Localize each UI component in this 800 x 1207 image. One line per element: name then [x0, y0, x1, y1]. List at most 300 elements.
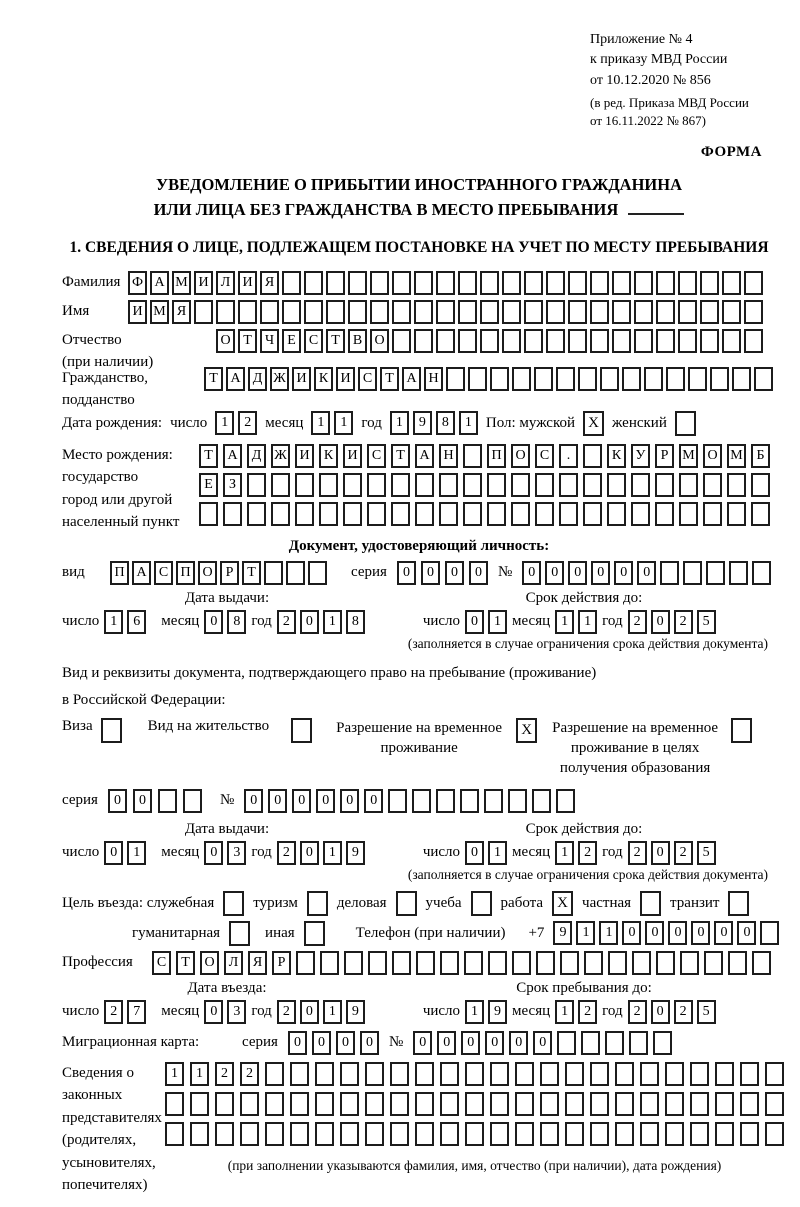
char-cell[interactable]: [415, 1062, 434, 1086]
char-cell[interactable]: Т: [176, 951, 195, 975]
char-cell[interactable]: [502, 300, 521, 324]
char-cell[interactable]: [440, 1092, 459, 1116]
char-cell[interactable]: [308, 561, 327, 585]
char-cell[interactable]: [679, 473, 698, 497]
char-cell[interactable]: [340, 1122, 359, 1146]
char-cell[interactable]: С: [154, 561, 173, 585]
char-cell[interactable]: 0: [288, 1031, 307, 1055]
char-cell[interactable]: [515, 1062, 534, 1086]
checkbox-work[interactable]: X: [552, 891, 573, 916]
char-cell[interactable]: 1: [576, 921, 595, 945]
char-cell[interactable]: [367, 473, 386, 497]
char-cell[interactable]: [612, 271, 631, 295]
char-cell[interactable]: 0: [364, 789, 383, 813]
char-cell[interactable]: Ф: [128, 271, 147, 295]
char-cell[interactable]: [656, 329, 675, 353]
char-cell[interactable]: 3: [227, 1000, 246, 1024]
char-cell[interactable]: [568, 300, 587, 324]
char-cell[interactable]: [458, 329, 477, 353]
char-cell[interactable]: [265, 1092, 284, 1116]
char-cell[interactable]: 0: [545, 561, 564, 585]
char-cell[interactable]: И: [128, 300, 147, 324]
char-cell[interactable]: [391, 473, 410, 497]
char-cell[interactable]: [690, 1092, 709, 1116]
char-cell[interactable]: [436, 300, 455, 324]
char-cell[interactable]: 1: [323, 841, 342, 865]
char-cell[interactable]: 2: [104, 1000, 123, 1024]
char-cell[interactable]: [502, 329, 521, 353]
char-cell[interactable]: [315, 1122, 334, 1146]
char-cell[interactable]: [752, 951, 771, 975]
char-cell[interactable]: Т: [242, 561, 261, 585]
char-cell[interactable]: [581, 1031, 600, 1055]
char-cell[interactable]: [727, 473, 746, 497]
char-cell[interactable]: 0: [622, 921, 641, 945]
char-cell[interactable]: З: [223, 473, 242, 497]
char-cell[interactable]: [370, 300, 389, 324]
char-cell[interactable]: [732, 367, 751, 391]
char-cell[interactable]: [600, 367, 619, 391]
char-cell[interactable]: Л: [224, 951, 243, 975]
char-cell[interactable]: 2: [628, 841, 647, 865]
char-cell[interactable]: [511, 473, 530, 497]
char-cell[interactable]: 0: [485, 1031, 504, 1055]
char-cell[interactable]: [556, 367, 575, 391]
char-cell[interactable]: [607, 502, 626, 526]
char-cell[interactable]: [515, 1092, 534, 1116]
char-cell[interactable]: 0: [204, 841, 223, 865]
char-cell[interactable]: [368, 951, 387, 975]
char-cell[interactable]: [436, 271, 455, 295]
char-cell[interactable]: [765, 1092, 784, 1116]
char-cell[interactable]: [190, 1092, 209, 1116]
char-cell[interactable]: Я: [248, 951, 267, 975]
char-cell[interactable]: 0: [300, 1000, 319, 1024]
char-cell[interactable]: [511, 502, 530, 526]
char-cell[interactable]: [656, 271, 675, 295]
char-cell[interactable]: 0: [445, 561, 464, 585]
char-cell[interactable]: Ж: [270, 367, 289, 391]
char-cell[interactable]: [700, 300, 719, 324]
char-cell[interactable]: 0: [469, 561, 488, 585]
checkbox-study[interactable]: [471, 891, 492, 916]
char-cell[interactable]: М: [679, 444, 698, 468]
char-cell[interactable]: [546, 329, 565, 353]
char-cell[interactable]: [622, 367, 641, 391]
char-cell[interactable]: Е: [199, 473, 218, 497]
char-cell[interactable]: О: [511, 444, 530, 468]
char-cell[interactable]: 9: [346, 841, 365, 865]
char-cell[interactable]: [754, 367, 773, 391]
char-cell[interactable]: [315, 1092, 334, 1116]
char-cell[interactable]: 5: [697, 610, 716, 634]
char-cell[interactable]: [583, 502, 602, 526]
char-cell[interactable]: [412, 789, 431, 813]
char-cell[interactable]: 0: [340, 789, 359, 813]
char-cell[interactable]: [710, 367, 729, 391]
char-cell[interactable]: [535, 473, 554, 497]
char-cell[interactable]: 0: [737, 921, 756, 945]
char-cell[interactable]: [640, 1062, 659, 1086]
char-cell[interactable]: [414, 329, 433, 353]
char-cell[interactable]: [348, 300, 367, 324]
char-cell[interactable]: [463, 473, 482, 497]
char-cell[interactable]: [540, 1092, 559, 1116]
char-cell[interactable]: [605, 1031, 624, 1055]
char-cell[interactable]: 0: [651, 610, 670, 634]
char-cell[interactable]: [348, 271, 367, 295]
char-cell[interactable]: [414, 300, 433, 324]
char-cell[interactable]: [502, 271, 521, 295]
char-cell[interactable]: [488, 951, 507, 975]
char-cell[interactable]: [715, 1092, 734, 1116]
char-cell[interactable]: [524, 300, 543, 324]
char-cell[interactable]: [365, 1062, 384, 1086]
char-cell[interactable]: И: [343, 444, 362, 468]
char-cell[interactable]: [706, 561, 725, 585]
char-cell[interactable]: 1: [555, 1000, 574, 1024]
char-cell[interactable]: 2: [674, 841, 693, 865]
char-cell[interactable]: [365, 1092, 384, 1116]
char-cell[interactable]: [678, 300, 697, 324]
char-cell[interactable]: 2: [628, 1000, 647, 1024]
char-cell[interactable]: А: [226, 367, 245, 391]
char-cell[interactable]: [512, 951, 531, 975]
checkbox-temp-residence-edu[interactable]: [731, 718, 752, 743]
char-cell[interactable]: О: [703, 444, 722, 468]
char-cell[interactable]: [722, 300, 741, 324]
char-cell[interactable]: Б: [751, 444, 770, 468]
char-cell[interactable]: [238, 300, 257, 324]
char-cell[interactable]: 1: [465, 1000, 484, 1024]
char-cell[interactable]: [751, 473, 770, 497]
char-cell[interactable]: 0: [104, 841, 123, 865]
char-cell[interactable]: [722, 271, 741, 295]
char-cell[interactable]: 1: [190, 1062, 209, 1086]
char-cell[interactable]: [326, 300, 345, 324]
char-cell[interactable]: 6: [127, 610, 146, 634]
char-cell[interactable]: [440, 1062, 459, 1086]
char-cell[interactable]: [490, 1062, 509, 1086]
char-cell[interactable]: [247, 502, 266, 526]
char-cell[interactable]: П: [110, 561, 129, 585]
char-cell[interactable]: [590, 1092, 609, 1116]
char-cell[interactable]: [656, 300, 675, 324]
char-cell[interactable]: [590, 271, 609, 295]
char-cell[interactable]: [683, 561, 702, 585]
char-cell[interactable]: [216, 300, 235, 324]
char-cell[interactable]: [319, 502, 338, 526]
char-cell[interactable]: 0: [614, 561, 633, 585]
char-cell[interactable]: 0: [591, 561, 610, 585]
char-cell[interactable]: [765, 1062, 784, 1086]
char-cell[interactable]: [458, 300, 477, 324]
char-cell[interactable]: А: [415, 444, 434, 468]
char-cell[interactable]: [740, 1122, 759, 1146]
char-cell[interactable]: [715, 1122, 734, 1146]
char-cell[interactable]: [640, 1122, 659, 1146]
char-cell[interactable]: [165, 1092, 184, 1116]
char-cell[interactable]: [559, 473, 578, 497]
char-cell[interactable]: [508, 789, 527, 813]
char-cell[interactable]: [319, 473, 338, 497]
char-cell[interactable]: [468, 367, 487, 391]
char-cell[interactable]: 0: [668, 921, 687, 945]
char-cell[interactable]: 1: [323, 1000, 342, 1024]
char-cell[interactable]: 0: [413, 1031, 432, 1055]
char-cell[interactable]: [634, 329, 653, 353]
checkbox-other[interactable]: [304, 921, 325, 946]
char-cell[interactable]: И: [194, 271, 213, 295]
char-cell[interactable]: 0: [437, 1031, 456, 1055]
char-cell[interactable]: [315, 1062, 334, 1086]
char-cell[interactable]: Т: [391, 444, 410, 468]
char-cell[interactable]: 0: [421, 561, 440, 585]
char-cell[interactable]: [615, 1062, 634, 1086]
char-cell[interactable]: [487, 473, 506, 497]
char-cell[interactable]: [290, 1062, 309, 1086]
char-cell[interactable]: [365, 1122, 384, 1146]
char-cell[interactable]: [590, 1122, 609, 1146]
char-cell[interactable]: [727, 502, 746, 526]
char-cell[interactable]: 0: [461, 1031, 480, 1055]
char-cell[interactable]: Д: [247, 444, 266, 468]
char-cell[interactable]: Д: [248, 367, 267, 391]
char-cell[interactable]: Н: [424, 367, 443, 391]
char-cell[interactable]: [199, 502, 218, 526]
char-cell[interactable]: [458, 271, 477, 295]
char-cell[interactable]: [463, 444, 482, 468]
char-cell[interactable]: И: [292, 367, 311, 391]
checkbox-private[interactable]: [640, 891, 661, 916]
char-cell[interactable]: С: [152, 951, 171, 975]
char-cell[interactable]: [295, 502, 314, 526]
char-cell[interactable]: 2: [277, 841, 296, 865]
char-cell[interactable]: [612, 300, 631, 324]
char-cell[interactable]: [765, 1122, 784, 1146]
char-cell[interactable]: [290, 1092, 309, 1116]
char-cell[interactable]: 2: [578, 1000, 597, 1024]
char-cell[interactable]: [240, 1092, 259, 1116]
char-cell[interactable]: [194, 300, 213, 324]
char-cell[interactable]: [690, 1122, 709, 1146]
char-cell[interactable]: 7: [127, 1000, 146, 1024]
char-cell[interactable]: 8: [436, 411, 455, 435]
char-cell[interactable]: 0: [691, 921, 710, 945]
char-cell[interactable]: 2: [674, 610, 693, 634]
char-cell[interactable]: [392, 951, 411, 975]
checkbox-business[interactable]: [396, 891, 417, 916]
char-cell[interactable]: П: [176, 561, 195, 585]
char-cell[interactable]: 1: [578, 610, 597, 634]
char-cell[interactable]: [390, 1062, 409, 1086]
char-cell[interactable]: 9: [488, 1000, 507, 1024]
char-cell[interactable]: [578, 367, 597, 391]
char-cell[interactable]: [590, 329, 609, 353]
char-cell[interactable]: [590, 300, 609, 324]
char-cell[interactable]: [240, 1122, 259, 1146]
char-cell[interactable]: [286, 561, 305, 585]
char-cell[interactable]: 1: [390, 411, 409, 435]
char-cell[interactable]: 0: [133, 789, 152, 813]
char-cell[interactable]: 5: [697, 1000, 716, 1024]
char-cell[interactable]: 0: [108, 789, 127, 813]
char-cell[interactable]: Ч: [260, 329, 279, 353]
char-cell[interactable]: 0: [360, 1031, 379, 1055]
char-cell[interactable]: [565, 1062, 584, 1086]
char-cell[interactable]: [480, 329, 499, 353]
char-cell[interactable]: 2: [628, 610, 647, 634]
char-cell[interactable]: 3: [227, 841, 246, 865]
char-cell[interactable]: [439, 473, 458, 497]
char-cell[interactable]: [568, 329, 587, 353]
char-cell[interactable]: 0: [316, 789, 335, 813]
char-cell[interactable]: [480, 300, 499, 324]
char-cell[interactable]: [415, 1122, 434, 1146]
char-cell[interactable]: [665, 1062, 684, 1086]
char-cell[interactable]: [524, 329, 543, 353]
char-cell[interactable]: 1: [599, 921, 618, 945]
char-cell[interactable]: 1: [555, 610, 574, 634]
char-cell[interactable]: [536, 951, 555, 975]
char-cell[interactable]: О: [198, 561, 217, 585]
char-cell[interactable]: [392, 329, 411, 353]
char-cell[interactable]: [740, 1062, 759, 1086]
char-cell[interactable]: 0: [397, 561, 416, 585]
checkbox-temp-residence[interactable]: X: [516, 718, 537, 743]
char-cell[interactable]: [296, 951, 315, 975]
char-cell[interactable]: [653, 1031, 672, 1055]
char-cell[interactable]: [715, 1062, 734, 1086]
char-cell[interactable]: [703, 473, 722, 497]
char-cell[interactable]: [183, 789, 202, 813]
char-cell[interactable]: 0: [465, 610, 484, 634]
char-cell[interactable]: [751, 502, 770, 526]
char-cell[interactable]: Т: [326, 329, 345, 353]
char-cell[interactable]: 1: [311, 411, 330, 435]
char-cell[interactable]: [370, 271, 389, 295]
char-cell[interactable]: [632, 951, 651, 975]
char-cell[interactable]: 0: [714, 921, 733, 945]
char-cell[interactable]: [540, 1122, 559, 1146]
char-cell[interactable]: И: [295, 444, 314, 468]
char-cell[interactable]: Т: [199, 444, 218, 468]
char-cell[interactable]: [158, 789, 177, 813]
char-cell[interactable]: [729, 561, 748, 585]
char-cell[interactable]: [655, 473, 674, 497]
char-cell[interactable]: [436, 789, 455, 813]
char-cell[interactable]: [464, 951, 483, 975]
char-cell[interactable]: Р: [655, 444, 674, 468]
char-cell[interactable]: 0: [204, 1000, 223, 1024]
checkbox-official[interactable]: [223, 891, 244, 916]
char-cell[interactable]: [534, 367, 553, 391]
char-cell[interactable]: С: [358, 367, 377, 391]
char-cell[interactable]: 0: [204, 610, 223, 634]
char-cell[interactable]: [290, 1122, 309, 1146]
char-cell[interactable]: [165, 1122, 184, 1146]
char-cell[interactable]: [440, 951, 459, 975]
char-cell[interactable]: К: [314, 367, 333, 391]
char-cell[interactable]: [415, 502, 434, 526]
char-cell[interactable]: 2: [578, 841, 597, 865]
char-cell[interactable]: [568, 271, 587, 295]
char-cell[interactable]: Р: [220, 561, 239, 585]
char-cell[interactable]: [631, 473, 650, 497]
char-cell[interactable]: [656, 951, 675, 975]
char-cell[interactable]: [340, 1062, 359, 1086]
char-cell[interactable]: 0: [244, 789, 263, 813]
char-cell[interactable]: [487, 502, 506, 526]
char-cell[interactable]: 0: [637, 561, 656, 585]
char-cell[interactable]: 8: [227, 610, 246, 634]
char-cell[interactable]: [271, 502, 290, 526]
char-cell[interactable]: [559, 502, 578, 526]
char-cell[interactable]: [615, 1092, 634, 1116]
char-cell[interactable]: А: [223, 444, 242, 468]
char-cell[interactable]: [480, 271, 499, 295]
char-cell[interactable]: [704, 951, 723, 975]
char-cell[interactable]: А: [150, 271, 169, 295]
char-cell[interactable]: А: [132, 561, 151, 585]
char-cell[interactable]: [282, 271, 301, 295]
char-cell[interactable]: [560, 951, 579, 975]
char-cell[interactable]: [271, 473, 290, 497]
char-cell[interactable]: Т: [380, 367, 399, 391]
char-cell[interactable]: [608, 951, 627, 975]
char-cell[interactable]: [565, 1122, 584, 1146]
char-cell[interactable]: [744, 300, 763, 324]
char-cell[interactable]: С: [367, 444, 386, 468]
char-cell[interactable]: [607, 473, 626, 497]
char-cell[interactable]: 9: [346, 1000, 365, 1024]
char-cell[interactable]: 0: [645, 921, 664, 945]
char-cell[interactable]: [744, 329, 763, 353]
char-cell[interactable]: [414, 271, 433, 295]
char-cell[interactable]: 8: [346, 610, 365, 634]
char-cell[interactable]: 2: [240, 1062, 259, 1086]
char-cell[interactable]: [344, 951, 363, 975]
char-cell[interactable]: М: [150, 300, 169, 324]
char-cell[interactable]: [392, 271, 411, 295]
char-cell[interactable]: [343, 502, 362, 526]
char-cell[interactable]: 9: [553, 921, 572, 945]
char-cell[interactable]: [634, 271, 653, 295]
char-cell[interactable]: [590, 1062, 609, 1086]
char-cell[interactable]: [416, 951, 435, 975]
char-cell[interactable]: [744, 271, 763, 295]
char-cell[interactable]: [304, 300, 323, 324]
char-cell[interactable]: [740, 1092, 759, 1116]
char-cell[interactable]: [644, 367, 663, 391]
char-cell[interactable]: [679, 502, 698, 526]
char-cell[interactable]: 0: [312, 1031, 331, 1055]
char-cell[interactable]: [343, 473, 362, 497]
char-cell[interactable]: Л: [216, 271, 235, 295]
char-cell[interactable]: 2: [215, 1062, 234, 1086]
char-cell[interactable]: [392, 300, 411, 324]
char-cell[interactable]: [722, 329, 741, 353]
char-cell[interactable]: [326, 271, 345, 295]
char-cell[interactable]: Н: [439, 444, 458, 468]
char-cell[interactable]: 1: [127, 841, 146, 865]
char-cell[interactable]: [463, 502, 482, 526]
char-cell[interactable]: 2: [277, 1000, 296, 1024]
char-cell[interactable]: У: [631, 444, 650, 468]
char-cell[interactable]: [690, 1062, 709, 1086]
char-cell[interactable]: [700, 329, 719, 353]
char-cell[interactable]: 1: [323, 610, 342, 634]
